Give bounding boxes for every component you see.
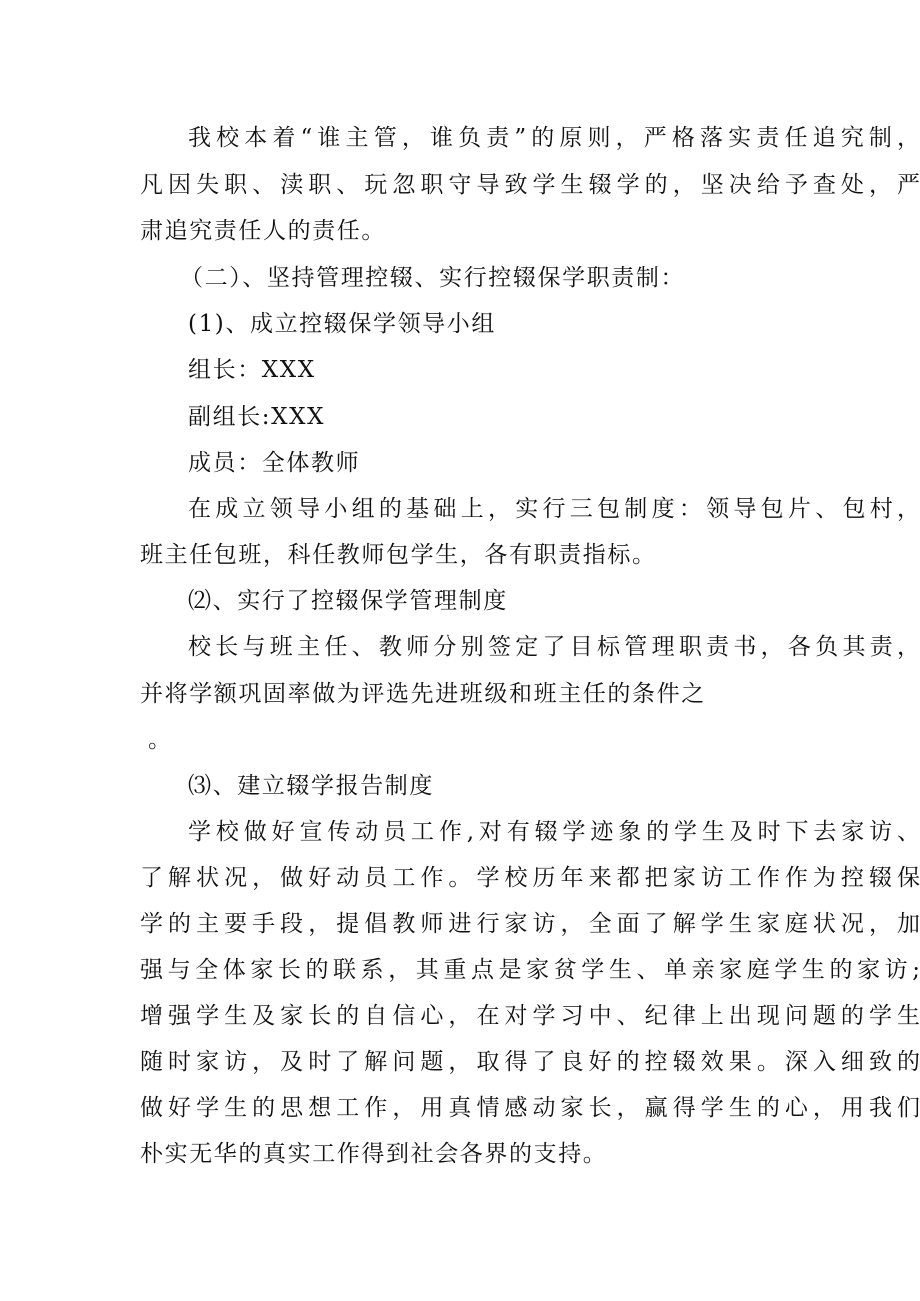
paragraph-line-21: 随时家访，及时了解问题，取得了良好的控辍效果。深入细致的: [140, 1049, 920, 1075]
paragraph-line-22: 做好学生的思想工作，用真情感动家长，赢得学生的心，用我们: [140, 1095, 920, 1121]
paragraph-line-19: 强与全体家长的联系，其重点是家贫学生、单亲家庭学生的家访;: [140, 957, 920, 983]
paragraph-line-23: 朴实无华的真实工作得到社会各界的支持。: [140, 1141, 608, 1167]
paragraph-line-10: 班主任包班，科任教师包学生，各有职责指标。: [140, 542, 657, 568]
paragraph-line-13: 并将学额巩固率做为评选先进班级和班主任的条件之: [140, 681, 706, 707]
section-heading-2: （二）、坚持管理控辍、实行控辍保学职责制：: [180, 265, 686, 291]
paragraph-line-16: 学校做好宣传动员工作,对有辍学迹象的学生及时下去家访、: [188, 819, 920, 845]
paragraph-line-9: 在成立领导小组的基础上，实行三包制度：领导包片、包村，: [188, 496, 920, 522]
subheading-1: (1)、成立控辍保学领导小组: [188, 311, 496, 337]
deputy-leader-line: 副组长:XXX: [188, 404, 326, 430]
subheading-3: ⑶、建立辍学报告制度: [188, 773, 434, 799]
paragraph-line-2: 凡因失职、渎职、玩忽职守导致学生辍学的，坚决给予查处，严: [140, 172, 920, 198]
paragraph-line-17: 了解状况，做好动员工作。学校历年来都把家访工作作为控辍保: [140, 865, 920, 891]
paragraph-line-12: 校长与班主任、教师分别签定了目标管理职责书，各负其责，: [188, 634, 920, 660]
subheading-2: ⑵、实行了控辍保学管理制度: [188, 588, 508, 614]
paragraph-line-1: 我校本着“谁主管，谁负责”的原则，严格落实责任追究制，: [188, 125, 920, 151]
members-line: 成员：全体教师: [188, 450, 361, 476]
paragraph-line-20: 增强学生及家长的自信心，在对学习中、纪律上出现问题的学生: [140, 1003, 920, 1029]
paragraph-line-14: 。: [148, 727, 173, 753]
paragraph-line-3: 肃追究责任人的责任。: [140, 218, 386, 244]
group-leader-line: 组长：XXX: [188, 357, 316, 383]
paragraph-line-18: 学的主要手段，提倡教师进行家访，全面了解学生家庭状况，加: [140, 911, 920, 937]
